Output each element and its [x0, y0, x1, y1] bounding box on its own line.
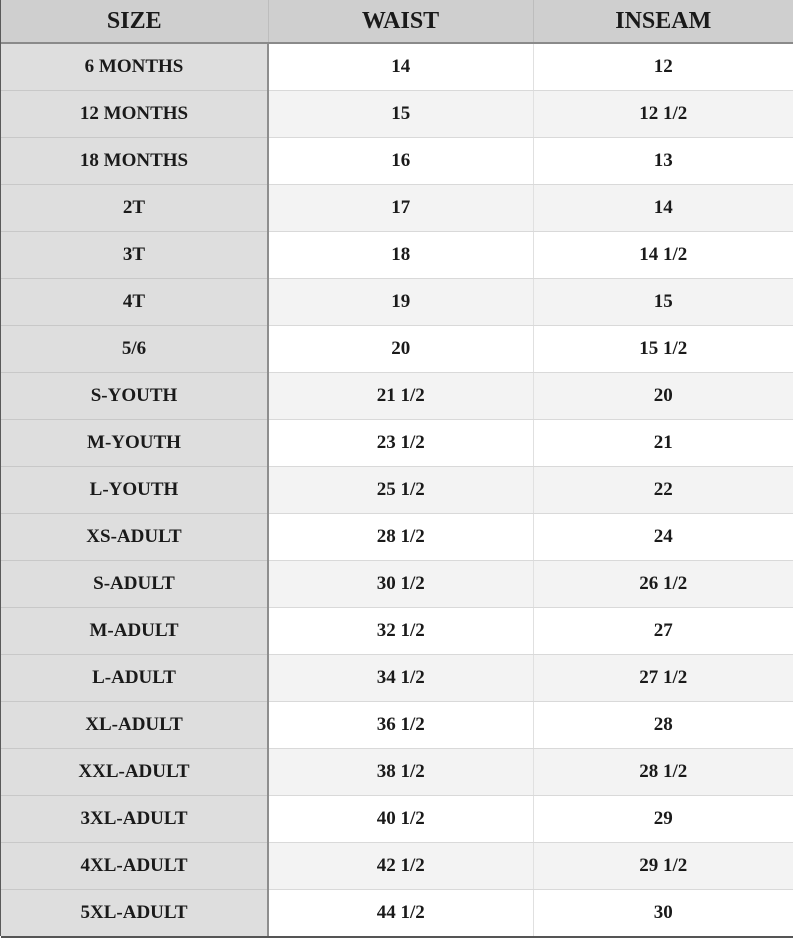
table-row [1, 514, 793, 561]
table-header [1, 0, 793, 43]
table-row [1, 561, 793, 608]
waist-cell: 18 [268, 232, 533, 279]
table-row [1, 796, 793, 843]
table-body [1, 43, 793, 937]
waist-cell: 32 1/2 [268, 608, 533, 655]
size-cell: 4XL-ADULT [1, 843, 268, 890]
table-row [1, 279, 793, 326]
waist-cell: 36 1/2 [268, 702, 533, 749]
size-chart-table [1, 0, 793, 938]
inseam-cell: 24 [533, 514, 793, 561]
waist-cell: 16 [268, 138, 533, 185]
waist-cell: 38 1/2 [268, 749, 533, 796]
size-cell: 4T [1, 279, 268, 326]
size-cell: 18 MONTHS [1, 138, 268, 185]
size-cell: 12 MONTHS [1, 91, 268, 138]
table-row [1, 138, 793, 185]
table-row [1, 232, 793, 279]
inseam-cell: 12 [533, 43, 793, 91]
table-row [1, 608, 793, 655]
waist-cell: 20 [268, 326, 533, 373]
waist-cell: 40 1/2 [268, 796, 533, 843]
waist-cell: 34 1/2 [268, 655, 533, 702]
size-cell: S-YOUTH [1, 373, 268, 420]
waist-cell: 42 1/2 [268, 843, 533, 890]
size-cell: 3XL-ADULT [1, 796, 268, 843]
waist-cell: 30 1/2 [268, 561, 533, 608]
size-cell: S-ADULT [1, 561, 268, 608]
table-row [1, 467, 793, 514]
inseam-cell: 21 [533, 420, 793, 467]
column-header-waist: WAIST [268, 0, 533, 43]
inseam-cell: 20 [533, 373, 793, 420]
size-cell: 2T [1, 185, 268, 232]
size-cell: XL-ADULT [1, 702, 268, 749]
inseam-cell: 28 1/2 [533, 749, 793, 796]
waist-cell: 21 1/2 [268, 373, 533, 420]
inseam-cell: 12 1/2 [533, 91, 793, 138]
size-cell: M-YOUTH [1, 420, 268, 467]
header-row [1, 0, 793, 43]
inseam-cell: 29 [533, 796, 793, 843]
table-row [1, 890, 793, 938]
table-row [1, 91, 793, 138]
size-cell: XXL-ADULT [1, 749, 268, 796]
table-row [1, 373, 793, 420]
column-header-inseam: INSEAM [533, 0, 793, 43]
inseam-cell: 26 1/2 [533, 561, 793, 608]
inseam-cell: 14 [533, 185, 793, 232]
inseam-cell: 13 [533, 138, 793, 185]
inseam-cell: 29 1/2 [533, 843, 793, 890]
size-cell: 3T [1, 232, 268, 279]
waist-cell: 17 [268, 185, 533, 232]
size-cell: 6 MONTHS [1, 43, 268, 91]
table-row [1, 843, 793, 890]
waist-cell: 23 1/2 [268, 420, 533, 467]
size-cell: L-ADULT [1, 655, 268, 702]
inseam-cell: 14 1/2 [533, 232, 793, 279]
size-cell: 5XL-ADULT [1, 890, 268, 938]
table-row [1, 185, 793, 232]
inseam-cell: 15 1/2 [533, 326, 793, 373]
table-row [1, 655, 793, 702]
size-cell: M-ADULT [1, 608, 268, 655]
size-cell: 5/6 [1, 326, 268, 373]
size-cell: L-YOUTH [1, 467, 268, 514]
inseam-cell: 22 [533, 467, 793, 514]
inseam-cell: 15 [533, 279, 793, 326]
waist-cell: 15 [268, 91, 533, 138]
inseam-cell: 28 [533, 702, 793, 749]
waist-cell: 25 1/2 [268, 467, 533, 514]
waist-cell: 28 1/2 [268, 514, 533, 561]
column-header-size: SIZE [1, 0, 268, 43]
waist-cell: 14 [268, 43, 533, 91]
waist-cell: 19 [268, 279, 533, 326]
inseam-cell: 27 [533, 608, 793, 655]
table-row [1, 43, 793, 91]
waist-cell: 44 1/2 [268, 890, 533, 938]
table-row [1, 420, 793, 467]
inseam-cell: 27 1/2 [533, 655, 793, 702]
table-row [1, 702, 793, 749]
table-row [1, 749, 793, 796]
size-cell: XS-ADULT [1, 514, 268, 561]
inseam-cell: 30 [533, 890, 793, 938]
table-row [1, 326, 793, 373]
